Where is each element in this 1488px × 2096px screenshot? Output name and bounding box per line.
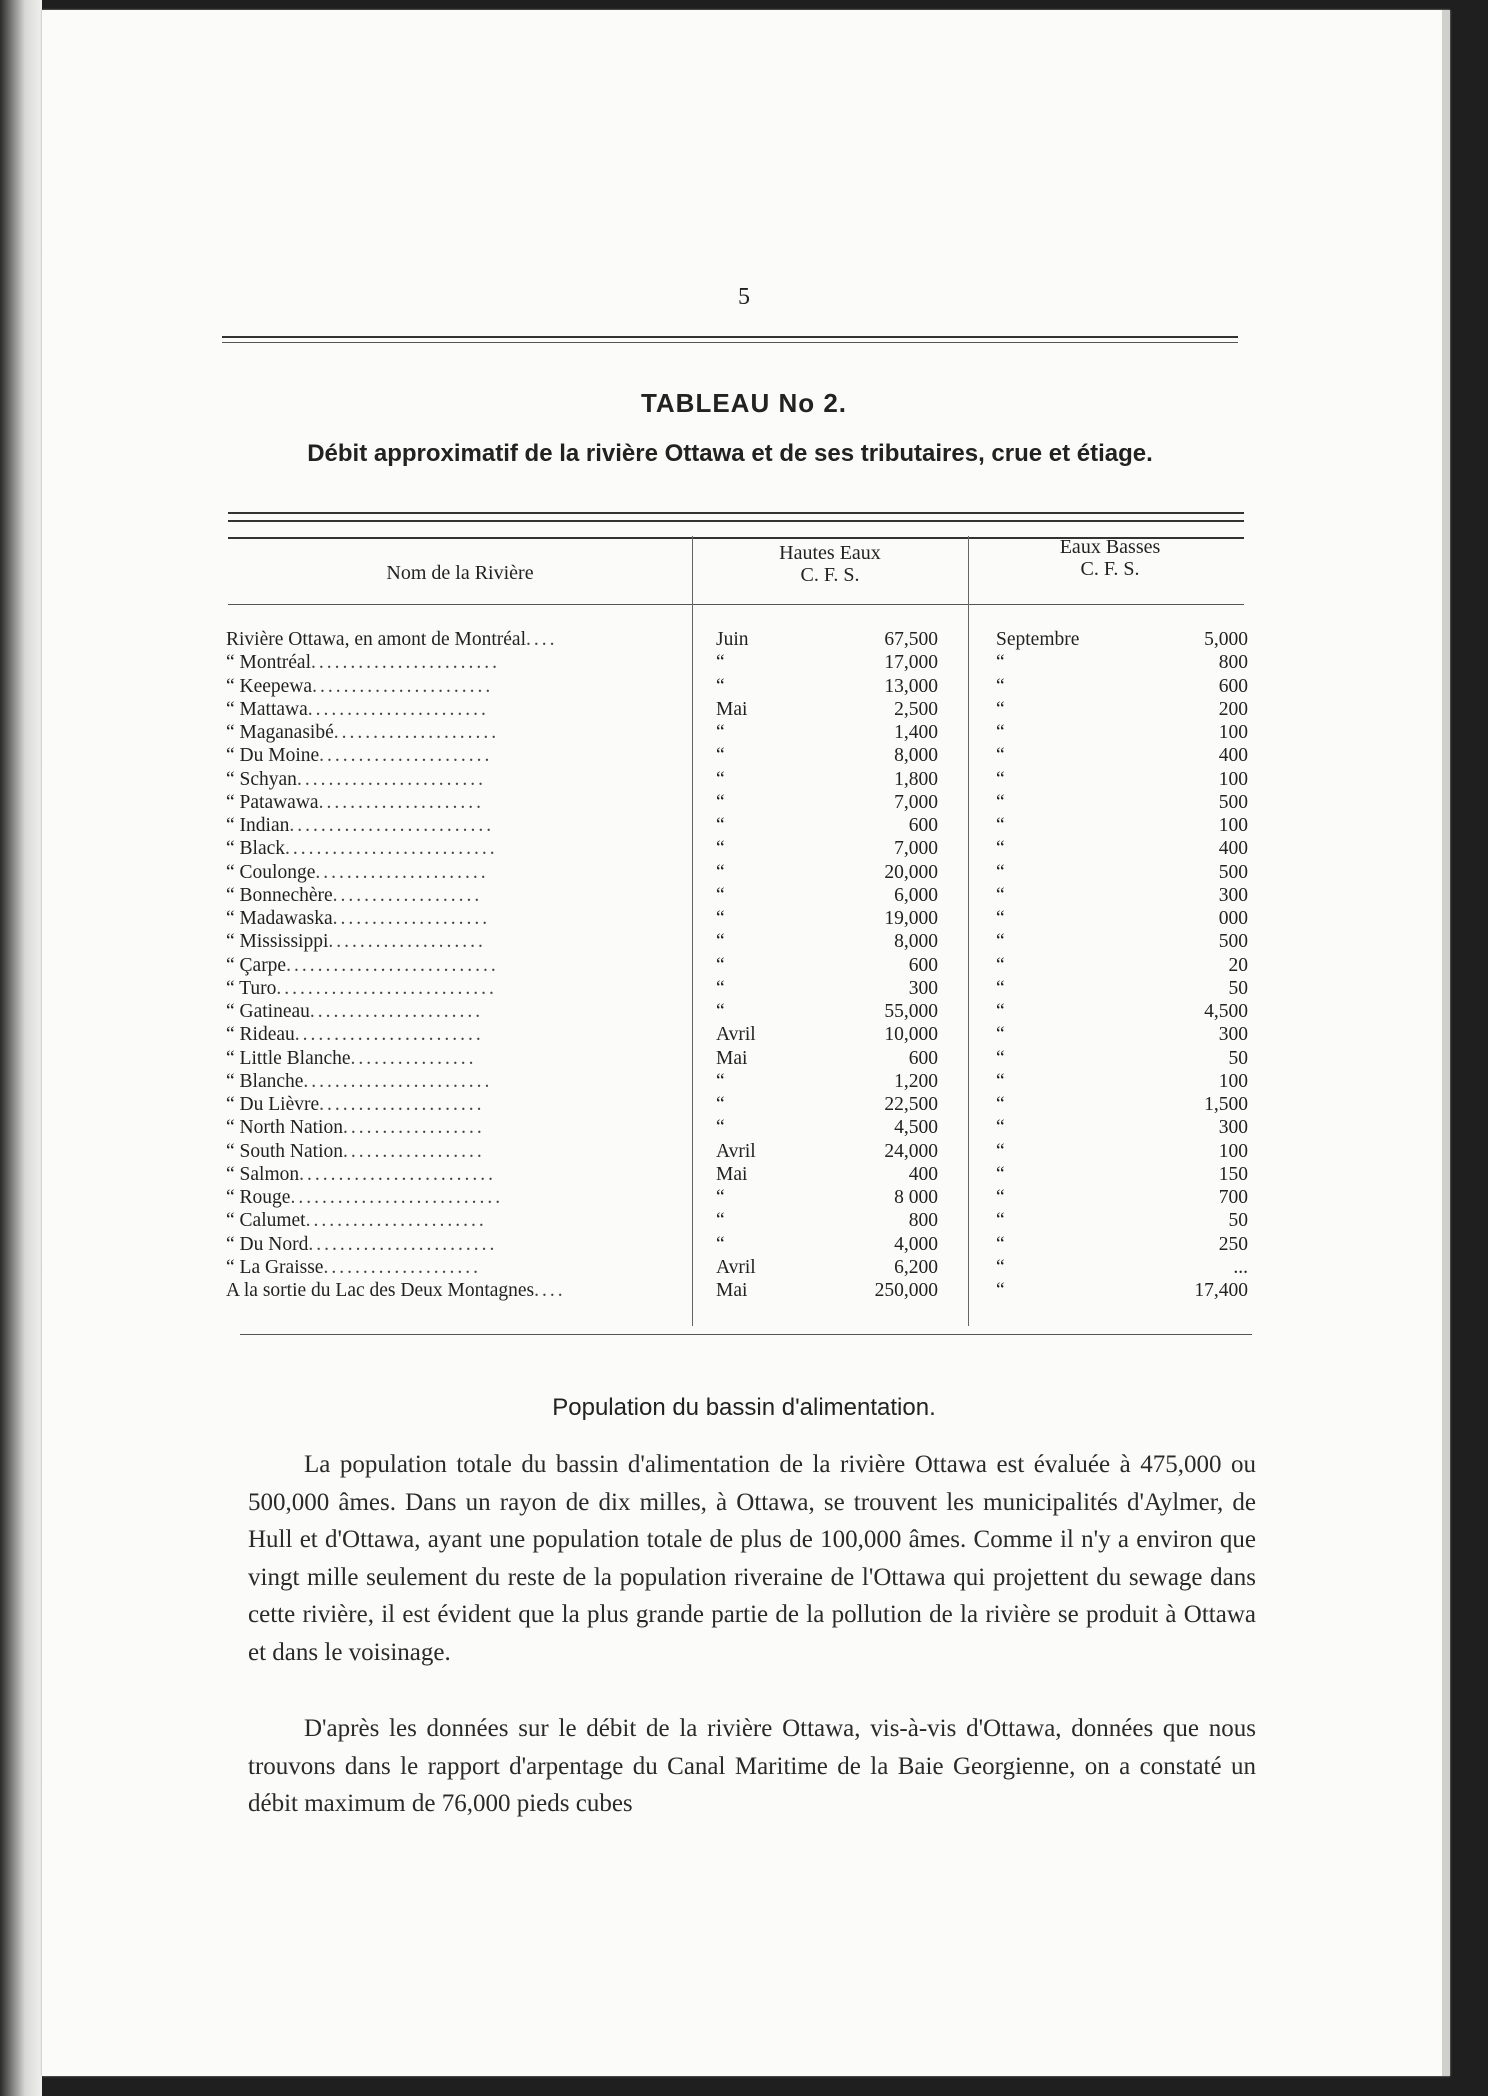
column-header-low-line2: C. F. S. [1080,558,1140,580]
high-water-month: Juin [716,629,749,650]
leader-dots: ........................... [290,1187,504,1208]
high-water-month: “ [716,908,725,929]
low-water-value: 250 [1218,1233,1248,1255]
high-water-value: 22,500 [884,1094,938,1115]
river-name-text: “ Madawaska [226,908,333,929]
table-row [226,1279,1256,1302]
river-name-text: “ Çarpe [226,954,287,976]
high-water-value: 7,000 [894,838,938,860]
river-name-text: A la sortie du Lac des Deux Montagnes [226,1280,535,1301]
low-water-month: “ [996,861,1005,883]
high-water-value: 8 000 [894,1187,938,1208]
high-water-value: 20,000 [884,861,938,883]
high-water-month: “ [716,1001,725,1022]
river-name-text: “ Du Moine [226,745,320,767]
column-header-name: Nom de la Rivière [386,562,534,584]
low-water-month: “ [996,1280,1005,1301]
header-separator [228,604,1244,605]
river-name-text: “ Indian [226,815,290,836]
river-name-text: “ Mattawa [226,698,308,720]
column-header-low-line1: Eaux Basses [1059,536,1161,558]
table-row [226,837,1256,860]
low-water-value: 700 [1218,1187,1248,1208]
river-name [226,768,686,791]
river-name [226,1163,686,1186]
table-title: TABLEAU No 2. [640,388,848,418]
low-water-value: 100 [1218,1070,1248,1092]
table-row [226,768,1256,791]
table-row [226,1000,1256,1023]
high-water-value: 6,000 [894,884,938,906]
river-name-text: “ Turo [226,977,277,999]
river-name-text: “ Mississippi [226,931,329,953]
high-water-month: “ [716,1070,725,1092]
high-water-month: “ [716,861,725,883]
low-water-value: 300 [1218,1117,1248,1139]
low-water-value: 5,000 [1204,629,1248,650]
high-water-value: 1,800 [894,768,938,790]
river-name-text: “ South Nation [226,1140,343,1162]
river-name [226,791,686,814]
low-water-month: “ [996,675,1005,697]
low-water-month: “ [996,1094,1005,1115]
high-water-month: Mai [716,1163,748,1185]
table-rule-bottom [240,1334,1252,1335]
low-water-month: “ [996,1256,1005,1278]
river-name [226,1093,686,1116]
river-name-text: “ Rideau [226,1024,295,1046]
leader-dots: ..................... [333,722,500,743]
high-water-month: Mai [716,1280,748,1301]
river-name [226,1209,686,1232]
low-water-month: “ [996,791,1005,813]
high-water-month: “ [716,768,725,790]
table-rule-top-2 [228,520,1244,522]
high-water-value: 1,200 [894,1070,938,1092]
low-water-value: 300 [1218,884,1248,906]
low-water-month: “ [996,954,1005,976]
table-row [226,698,1256,721]
high-water-value: 24,000 [884,1140,938,1162]
leader-dots: ...................... [315,861,489,883]
river-name [226,628,686,651]
table-row [226,1023,1256,1046]
table-row [226,861,1256,884]
river-name-text: “ North Nation [226,1117,343,1139]
river-name [226,1140,686,1163]
low-water-month: “ [996,1163,1005,1185]
leader-dots: .................... [323,1256,481,1278]
high-water-value: 400 [908,1163,938,1185]
high-water-value: 600 [908,954,938,976]
table-row [226,1209,1256,1232]
low-water-value: 100 [1218,1140,1248,1162]
low-water-month: “ [996,722,1005,743]
river-name [226,1279,686,1302]
river-name-text: “ Black [226,838,286,860]
high-water-value: 6,200 [894,1256,938,1278]
leader-dots: ........................ [296,768,486,790]
header-rule-top [222,336,1238,338]
leader-dots: ......................... [299,1163,496,1185]
high-water-month: “ [716,722,725,743]
low-water-value: 17,400 [1194,1280,1248,1301]
low-water-month: “ [996,1233,1005,1255]
high-water-value: 1,400 [894,722,938,743]
low-water-value: 500 [1218,791,1248,813]
high-water-month: “ [716,745,725,767]
river-name [226,1000,686,1023]
table-row [226,1163,1256,1186]
river-name [226,977,686,1000]
low-water-month: “ [996,977,1005,999]
river-name-text: “ Montréal [226,652,312,674]
high-water-value: 19,000 [884,908,938,929]
column-header-low [970,536,1250,580]
high-water-value: 2,500 [894,698,938,720]
high-water-value: 67,500 [884,629,938,650]
section-title: Population du bassin d'alimentation. [552,1394,936,1421]
high-water-value: 250,000 [874,1280,938,1301]
leader-dots: ........................... [286,954,499,976]
table-row [226,675,1256,698]
high-water-month: “ [716,815,725,836]
river-name-text: “ Patawawa [226,791,319,813]
leader-dots: ...................... [309,1001,484,1022]
low-water-month: “ [996,1070,1005,1092]
river-name-text: “ Du Nord [226,1233,309,1255]
leader-dots: ........................ [308,1233,498,1255]
leader-dots: ....................... [312,675,494,697]
low-water-month: “ [996,1047,1005,1069]
low-water-value: 600 [1218,675,1248,697]
river-name-text: “ Keepewa [226,675,313,697]
river-name [226,1023,686,1046]
low-water-value: 500 [1218,931,1248,953]
table-row [226,721,1256,744]
river-name-text: “ Gatineau [226,1001,310,1022]
low-water-month: “ [996,768,1005,790]
low-water-value: ... [1233,1256,1248,1278]
leader-dots: ........................ [294,1024,484,1046]
table-row [226,884,1256,907]
header-rule-bottom [222,342,1238,343]
river-name [226,1070,686,1093]
river-name-text: “ La Graisse [226,1256,324,1278]
low-water-month: “ [996,838,1005,860]
high-water-month: Mai [716,1047,748,1069]
paragraph-1: La population totale du bassin d'alimentation de la rivière Ottawa est évaluée à 475,000 ou 500,000 âmes. Dans un rayon de dix milles, à Ottawa, se trouvent les municipalités d'Aylmer, de Hull et d'Ottawa, ayant une population totale de plus de 100,000 âmes. Comme il n'y a environ que vingt mille seulement du reste de la population riveraine de l'Ottawa qui projettent du sewage dans cette rivière, il est évident que la plus grande partie de la pollution de la rivière se produit à Ottawa et dans le voisinage. [248,1451,1256,1666]
river-name-text: “ Schyan [226,768,297,790]
low-water-month: “ [996,884,1005,906]
river-name-text: “ Maganasibé [226,722,334,743]
high-water-month: “ [716,977,725,999]
high-water-value: 300 [908,977,938,999]
high-water-value: 10,000 [884,1024,938,1046]
river-name [226,837,686,860]
low-water-value: 150 [1218,1163,1248,1185]
table-row [226,954,1256,977]
leader-dots: ...................... [319,745,493,767]
low-water-month: “ [996,1140,1005,1162]
table-row [226,977,1256,1000]
leader-dots: ................ [350,1047,477,1069]
leader-dots: .... [525,629,558,650]
low-water-month: “ [996,1001,1005,1022]
high-water-value: 600 [908,1047,938,1069]
column-header-high-line1: Hautes Eaux [779,542,881,564]
leader-dots: .................... [328,931,486,953]
river-name-text: “ Coulonge [226,861,316,883]
low-water-month: “ [996,1187,1005,1208]
river-name [226,1116,686,1139]
high-water-month: “ [716,931,725,953]
table-row [226,1233,1256,1256]
river-name [226,814,686,837]
river-name [226,698,686,721]
low-water-value: 000 [1218,908,1248,929]
table-row [226,1116,1256,1139]
leader-dots: ....................... [307,698,489,720]
low-water-value: 50 [1228,977,1248,999]
river-name [226,954,686,977]
leader-dots: ........................ [303,1070,493,1092]
high-water-month: “ [716,652,725,674]
low-water-value: 400 [1218,838,1248,860]
high-water-value: 4,000 [894,1233,938,1255]
river-name-text: “ Bonnechère [226,884,333,906]
low-water-value: 400 [1218,745,1248,767]
leader-dots: .................. [342,1117,485,1139]
low-water-value: 100 [1218,815,1248,836]
column-header-high-line2: C. F. S. [800,564,860,586]
low-water-month: “ [996,1117,1005,1139]
table-row [226,744,1256,767]
low-water-value: 100 [1218,768,1248,790]
book-spine [0,0,42,2096]
low-water-value: 50 [1228,1210,1248,1232]
river-name [226,675,686,698]
low-water-month: “ [996,745,1005,767]
river-name [226,1186,686,1209]
high-water-month: Avril [716,1140,756,1162]
high-water-month: “ [716,1094,725,1115]
low-water-value: 500 [1218,861,1248,883]
high-water-month: “ [716,1187,725,1208]
high-water-value: 800 [908,1210,938,1232]
leader-dots: ..................... [318,791,484,813]
table-row [226,814,1256,837]
high-water-value: 17,000 [884,652,938,674]
high-water-value: 7,000 [894,791,938,813]
page-edge [1442,10,1450,2076]
river-name [226,721,686,744]
leader-dots: .................... [332,908,491,929]
low-water-value: 200 [1218,698,1248,720]
table-subtitle: Débit approximatif de la rivière Ottawa et de ses tributaires, crue et étiage. [307,440,1153,467]
leader-dots: ................... [332,884,483,906]
leader-dots: .................. [343,1140,485,1162]
river-name [226,744,686,767]
high-water-value: 8,000 [894,931,938,953]
low-water-value: 4,500 [1204,1001,1248,1022]
high-water-month: “ [716,884,725,906]
river-name-text: “ Little Blanche [226,1047,351,1069]
table-row [226,1093,1256,1116]
table-row [226,1140,1256,1163]
high-water-month: “ [716,954,725,976]
leader-dots: ..................... [319,1094,485,1115]
table-row [226,1256,1256,1279]
low-water-value: 300 [1218,1024,1248,1046]
low-water-month: “ [996,1210,1005,1232]
table-row [226,1047,1256,1070]
high-water-value: 55,000 [884,1001,938,1022]
river-name [226,930,686,953]
river-name [226,1256,686,1279]
high-water-month: “ [716,1233,725,1255]
table-row [226,1070,1256,1093]
low-water-value: 800 [1218,652,1248,674]
table-rule-top [228,512,1244,514]
river-name-text: “ Du Lièvre [226,1094,320,1115]
river-name [226,907,686,930]
high-water-month: “ [716,1117,725,1139]
low-water-value: 1,500 [1204,1094,1248,1115]
river-name [226,1233,686,1256]
page-number: 5 [738,284,750,310]
high-water-value: 600 [908,815,938,836]
low-water-month: “ [996,698,1005,720]
table-row [226,651,1256,674]
river-name-text: Rivière Ottawa, en amont de Montréal [226,629,526,650]
table-row [226,791,1256,814]
high-water-month: Avril [716,1256,756,1278]
low-water-month: “ [996,908,1005,929]
low-water-value: 20 [1228,954,1248,976]
high-water-month: Avril [716,1024,756,1046]
low-water-month: Septembre [996,629,1080,650]
low-water-value: 100 [1218,722,1248,743]
river-name [226,651,686,674]
high-water-month: “ [716,838,725,860]
high-water-value: 13,000 [884,675,938,697]
high-water-value: 4,500 [894,1117,938,1139]
leader-dots: ........................ [311,652,501,674]
river-name [226,1047,686,1070]
high-water-value: 8,000 [894,745,938,767]
high-water-month: “ [716,675,725,697]
low-water-month: “ [996,815,1005,836]
river-name-text: “ Salmon [226,1163,300,1185]
leader-dots: .......................... [289,815,495,836]
high-water-month: “ [716,791,725,813]
leader-dots: ....................... [305,1210,487,1232]
leader-dots: ........................... [285,838,498,860]
table-row [226,1186,1256,1209]
high-water-month: “ [716,1210,725,1232]
low-water-month: “ [996,1024,1005,1046]
low-water-value: 50 [1228,1047,1248,1069]
table-row [226,907,1256,930]
paragraph-2: D'après les données sur le débit de la rivière Ottawa, vis-à-vis d'Ottawa, données que nous trouvons dans le rapport d'arpentage du Canal Maritime de la Baie Georgienne, on a constaté un débit maximum de 76,000 pieds cubes [248,1715,1256,1817]
table-row [226,628,1256,651]
high-water-month: Mai [716,698,748,720]
low-water-month: “ [996,652,1005,674]
river-name-text: “ Blanche [226,1070,304,1092]
river-name [226,884,686,907]
low-water-month: “ [996,931,1005,953]
leader-dots: ............................ [276,977,497,999]
river-name-text: “ Rouge [226,1187,291,1208]
table-row [226,930,1256,953]
river-name [226,861,686,884]
leader-dots: .... [534,1280,566,1301]
column-header-high [692,542,968,586]
river-name-text: “ Calumet [226,1210,306,1232]
